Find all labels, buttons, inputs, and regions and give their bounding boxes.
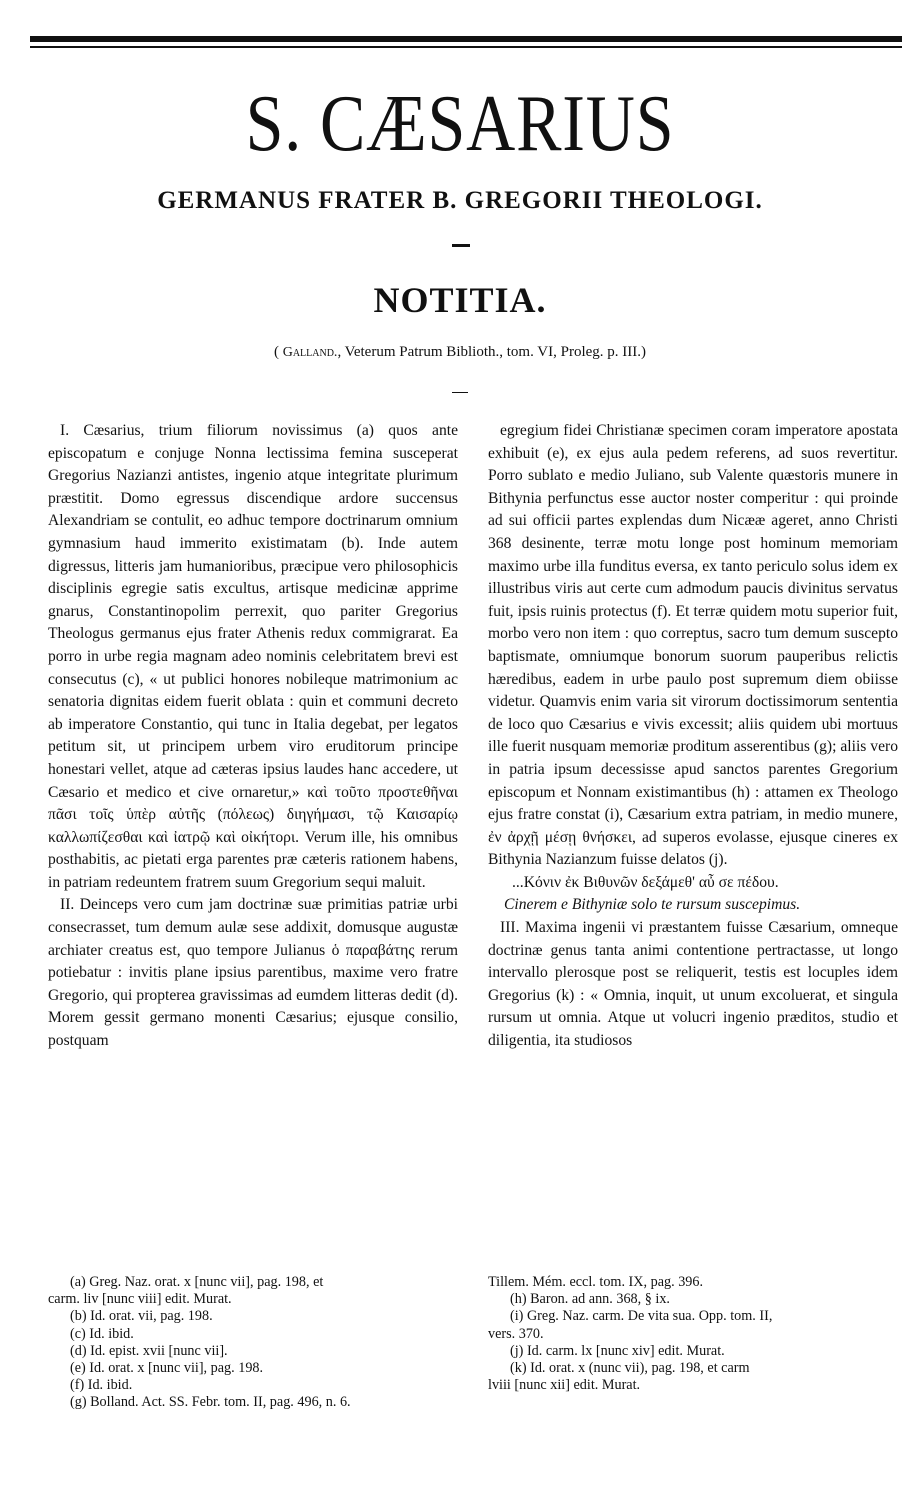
footnote: (e) Id. orat. x [nunc vii], pag. 198. — [70, 1360, 264, 1377]
body-column-left — [48, 420, 458, 1053]
footnote: vers. 370. — [488, 1325, 544, 1342]
top-rule-thin — [30, 46, 902, 48]
source-open-paren: ( — [273, 344, 283, 360]
paragraph: I. Cæsarius, trium filiorum novissimus (a) quos ante episcopatum e conjuge Nonna lectissima femina susceperat Gregorius Nazianzi antistes, ingenio atque integritate plurimum præstitit. Domo egressus discendique ardore succensus Alexandriam se contulit, eo adhuc tempore doctrinarum omnium gymnasium haud immerito existimatam (b). Inde autem digressus, litteris jam humanioribus, præcipue vero philosophicis disciplinis egregie satis excultus, artisque medicinæ apprime gnarus, Constantinopolim perrexit, quo pariter Gregorius Theologus germanus ejus frater Athenis redux commigrarat. Ea porro in urbe regia magnam adeo nominis celebritatem brevi est consecutus (c), « ut publici honores nobileque matrimonium ac senatoria dignitas eidem fuerit oblata : quin et communi decreto ab imperatore Constantio, qui tunc in Italia degebat, per legatos petitum sit, ut principem urbem viro eruditorum principe honestari vellet, atque ad cæteras ipsius laudes hanc accedere, ut Cæsario et medico et cive ornaretur,» καὶ τοῦτο προστεθῆναι πᾶσι τοῖς ὑπὲρ αὐτῆς (πόλεως) διηγήμασι, τῷ Καισαρίῳ καλλωπίζεσθαι καὶ ἰατρῷ καὶ οἰκήτορι. Verum ille, his omnibus posthabitis, ac pietati erga parentes præ cæteris rationem habens, in patriam redeuntem fratrem suum Gregorium sequi maluit. — [48, 422, 458, 891]
footnote: (g) Bolland. Act. SS. Febr. tom. II, pag. 496, n. 6. — [70, 1394, 351, 1411]
footnote: (j) Id. carm. lx [nunc xiv] edit. Murat. — [510, 1342, 725, 1359]
greek-verse: ...Κόνιν ἐκ Βιθυνῶν δεξάμεθ' αὖ σε πέδου. — [512, 873, 779, 891]
footnote: (b) Id. orat. vii, pag. 198. — [70, 1308, 213, 1325]
footnote: carm. liv [nunc viii] edit. Murat. — [48, 1291, 232, 1308]
footnote: Tillem. Mém. eccl. tom. IX, pag. 396. — [488, 1274, 704, 1290]
page-subtitle: GERMANUS FRATER B. GREGORII THEOLOGI. — [157, 187, 763, 214]
separator-dash — [452, 244, 470, 247]
top-rule-thick — [30, 36, 902, 42]
source-citation — [0, 342, 920, 363]
footnote: (k) Id. orat. x (nunc vii), pag. 198, et carm — [510, 1360, 750, 1377]
source-author: Galland. — [282, 345, 338, 360]
footnote: (f) Id. ibid. — [70, 1377, 133, 1394]
footnote: (d) Id. epist. xvii [nunc vii]. — [70, 1342, 228, 1359]
paragraph: II. Deinceps vero cum jam doctrinæ suæ primitias patriæ urbi consecrasset, tum demum aulæ sese addixit, domusque augustæ archiater creatus est, quo tempore Julianus ὁ παραβάτης rerum potiebatur : invitis plane ipsius parentibus, maxime vero fratre Gregorio, qui propterea gravissimas ad eumdem litteras dedit (d). Morem gessit germano monenti Cæsarius; ejusque consilio, postquam — [48, 896, 458, 1050]
footnote: (i) Greg. Naz. carm. De vita sua. Opp. tom. II, — [510, 1308, 773, 1325]
footnotes-left — [48, 1274, 458, 1412]
body-column-right — [488, 420, 898, 1053]
separator-dash-small — [452, 392, 468, 393]
paragraph: egregium fidei Christianæ specimen coram imperatore apostata exhibuit (e), ex ejus aula pedem referens, ad suos revertitur. Porro sublato e medio Juliano, sub Valente quæstoris munere in Bithynia perfunctus esse auctor noster comperitur : qui proinde ad sui officii partes explendas dum Nicææ ageret, anno Christi 368 desinente, terræ motu longe post hominum memoriam maximo urbe illa funditus eversa, ex tanto periculo solus idem ex illustribus viris aut certe cum admodum paucis divinitus servatus fuit, ipsis ruinis protectus (f). Et terræ quidem motu superior fuit, morbo vero non item : quo correptus, sacro tum demum suscepto baptismate, omniumque bonorum suorum pauperibus relictis hæredibus, eadem in urbe paulo post supremum diem obiisse videtur. Quamvis enim varia sit virorum doctissimorum sententia de loco quo Cæsarius e vivis excessit; aliis quidem ubi mortuus ille fuerit nusquam memoriæ proditum asserentibus (g); aliis vero in patria ipsum decessisse apud sanctos parentes Gregorium episcopum et Nonnam existimantibus (h) : attamen ex Theologo ejus fratre constat (i), Cæsarium extra patriam, in medio munere, ἐν ἀρχῇ μέσῃ θνήσκει, ad superos evolasse, ejusque cineres ex Bithynia Nazianzum fuisse delatos (j). — [488, 422, 898, 869]
page-title: S. CÆSARIUS — [245, 80, 675, 168]
latin-verse: Cinerem e Bithyniæ solo te rursum suscepimus. — [504, 896, 801, 914]
footnote: (a) Greg. Naz. orat. x [nunc vii], pag. 198, et — [70, 1274, 324, 1290]
footnote: (c) Id. ibid. — [70, 1325, 134, 1342]
footnote: lviii [nunc xii] edit. Murat. — [488, 1377, 641, 1394]
paragraph: III. Maxima ingenii vi præstantem fuisse Cæsarium, omneque doctrinæ genus tanta animi contentione pertractasse, ut longo intervallo plerosque post se reliquerit, testis est locuples idem Gregorius (k) : « Omnia, inquit, ut unum excoluerat, et singula rursum ut omnia. Atque ut volucri ingenio præditos, studio et diligentia, ita studiosos — [488, 919, 898, 1050]
footnote: (h) Baron. ad ann. 368, § ix. — [510, 1291, 670, 1308]
footnotes-right — [488, 1274, 898, 1394]
source-rest: , Veterum Patrum Biblioth., tom. VI, Proleg. p. III.) — [337, 344, 647, 360]
section-heading: NOTITIA. — [373, 280, 547, 320]
